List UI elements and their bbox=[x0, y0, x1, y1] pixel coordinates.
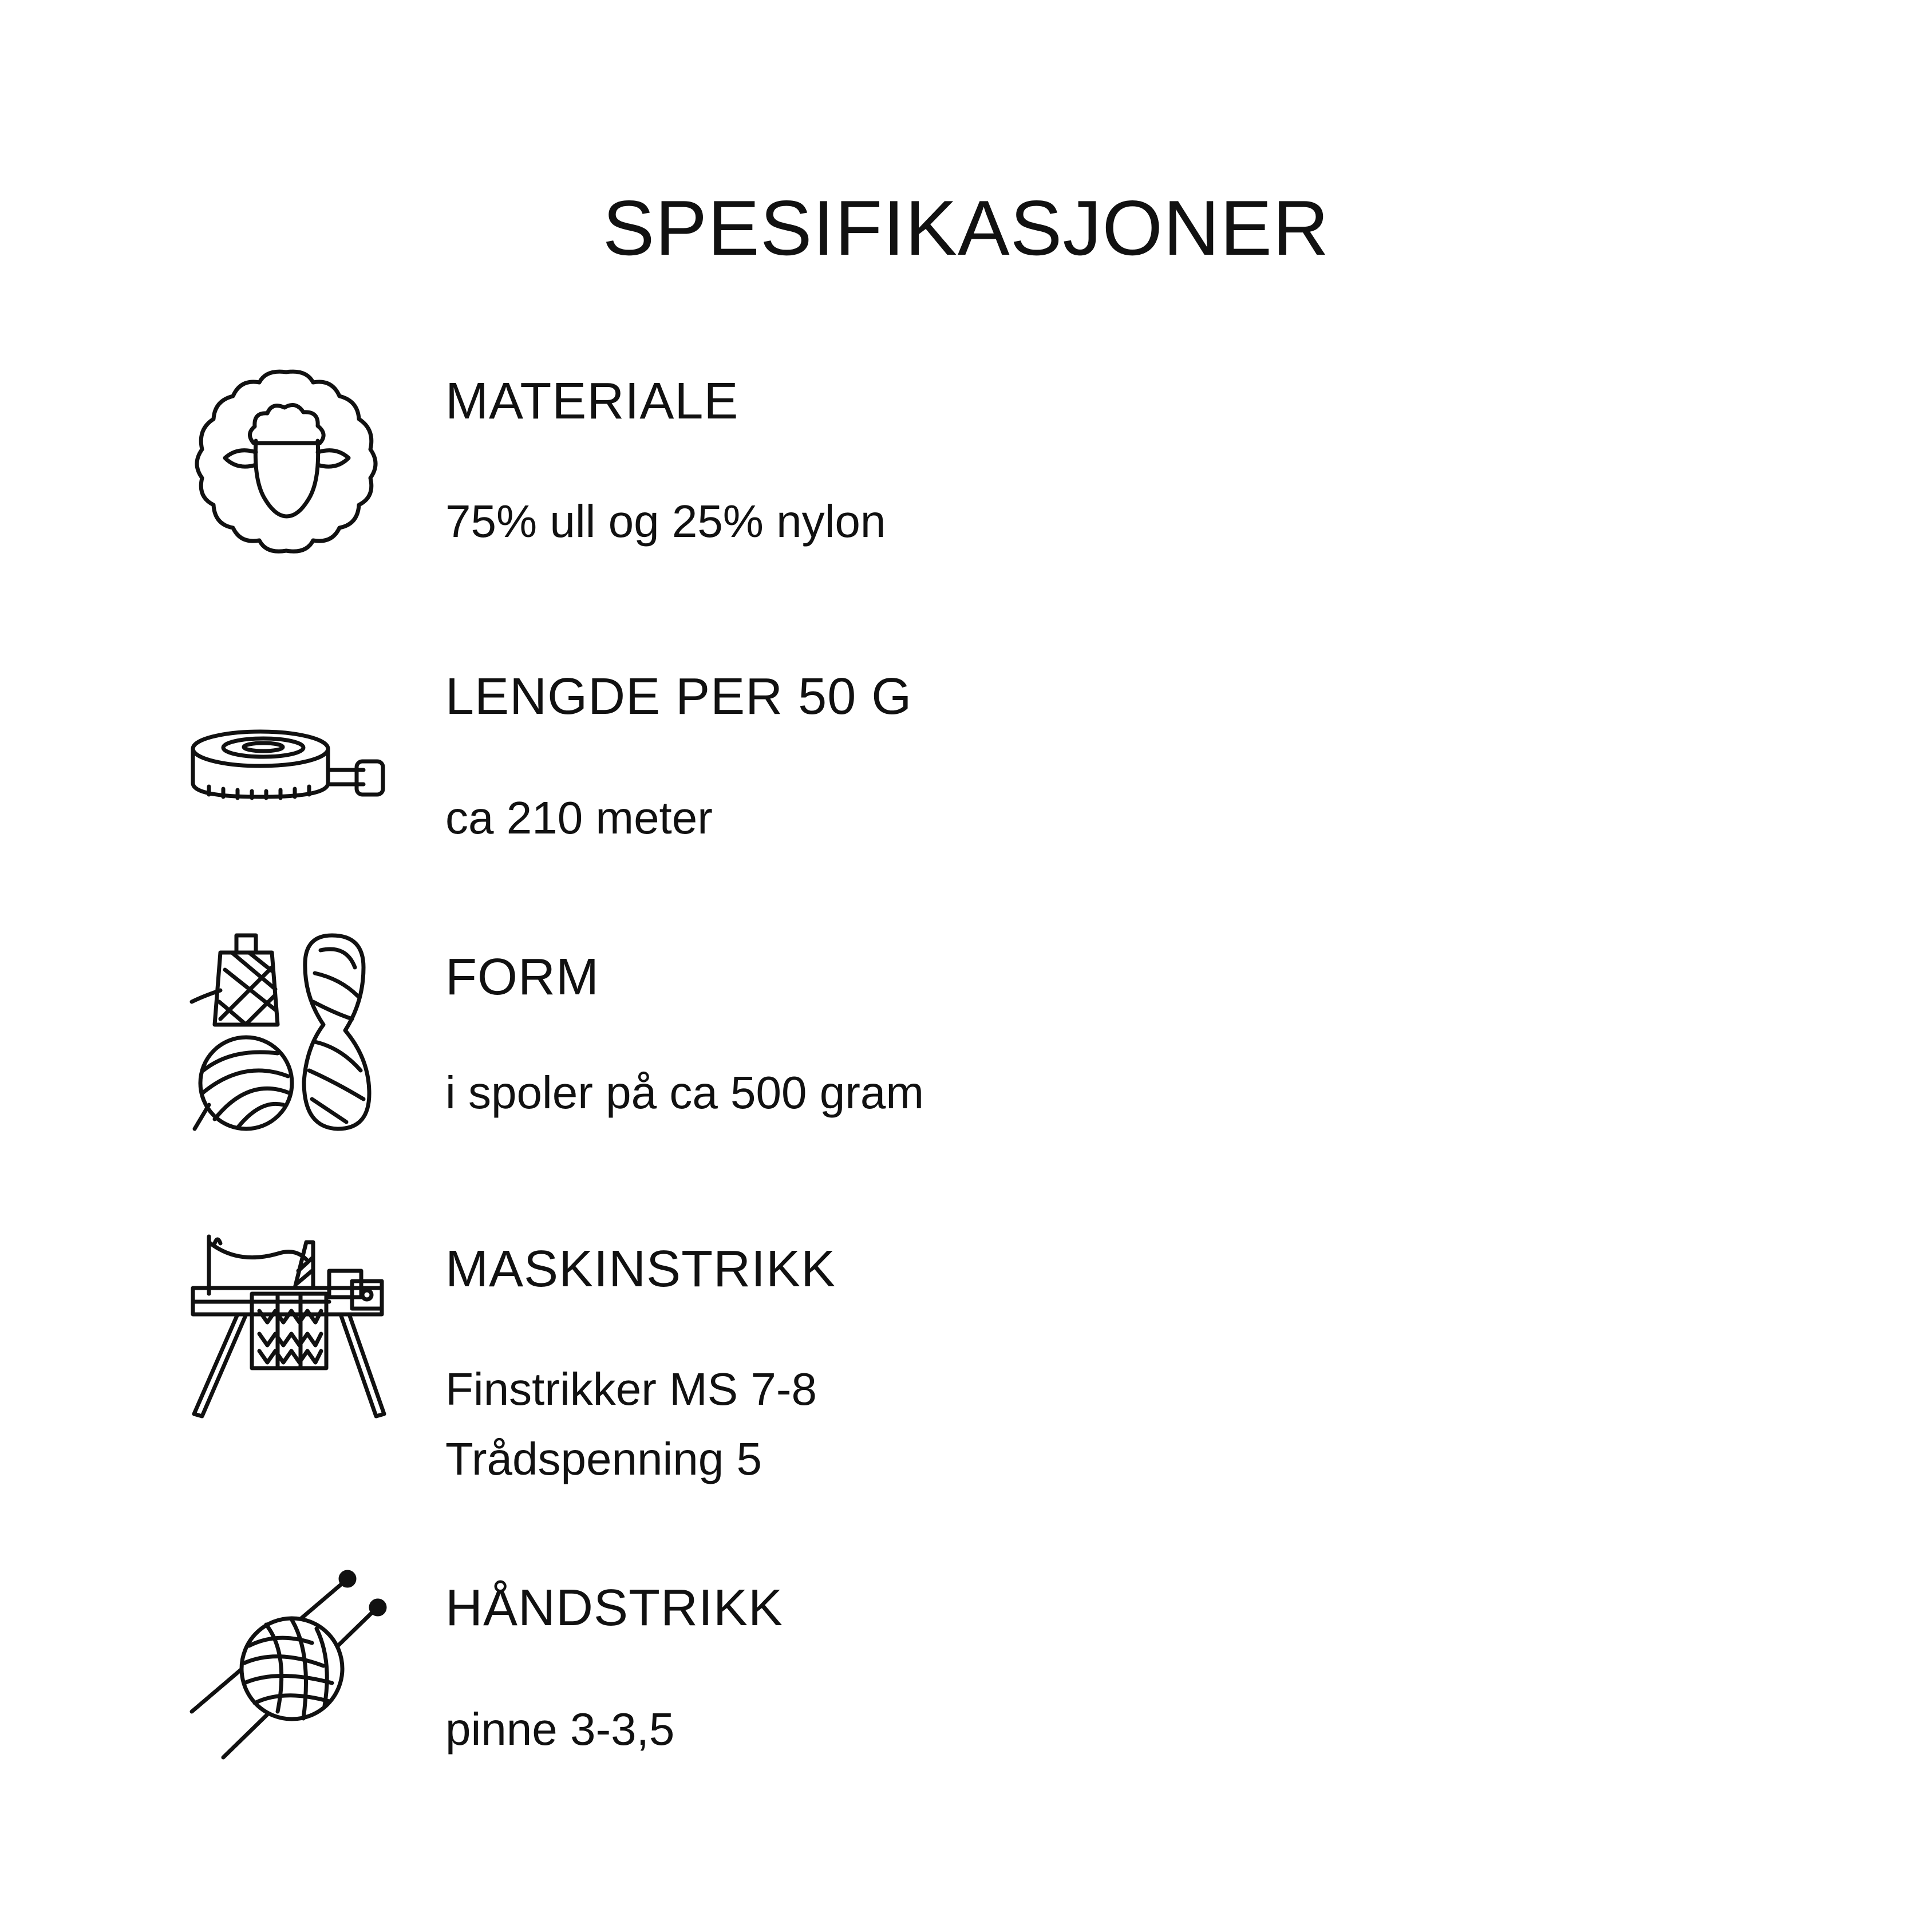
spec-heading-form: FORM bbox=[445, 949, 599, 1006]
spec-value-needle-size: pinne 3-3,5 bbox=[445, 1704, 675, 1755]
spec-heading-length: LENGDE PER 50 G bbox=[445, 668, 912, 725]
spec-value-machine-gauge: Finstrikker MS 7-8 bbox=[445, 1364, 817, 1415]
knitting-machine-icon bbox=[192, 1231, 386, 1420]
yarn-forms-icon bbox=[192, 933, 386, 1131]
spec-value-form: i spoler på ca 500 gram bbox=[445, 1067, 924, 1118]
sheep-icon bbox=[192, 366, 381, 555]
spec-value-length: ca 210 meter bbox=[445, 792, 713, 843]
spec-heading-material: MATERIALE bbox=[445, 373, 739, 430]
spec-heading-hand-knitting: HÅNDSTRIKK bbox=[445, 1579, 784, 1637]
spec-value-machine-tension: Trådspenning 5 bbox=[445, 1433, 762, 1484]
measuring-tape-icon bbox=[192, 727, 386, 807]
spec-value-material: 75% ull og 25% nylon bbox=[445, 496, 886, 547]
spec-heading-machine-knitting: MASKINSTRIKK bbox=[445, 1240, 836, 1298]
page-title: SPESIFIKASJONER bbox=[602, 184, 1330, 271]
yarn-ball-needles-icon bbox=[192, 1568, 386, 1763]
